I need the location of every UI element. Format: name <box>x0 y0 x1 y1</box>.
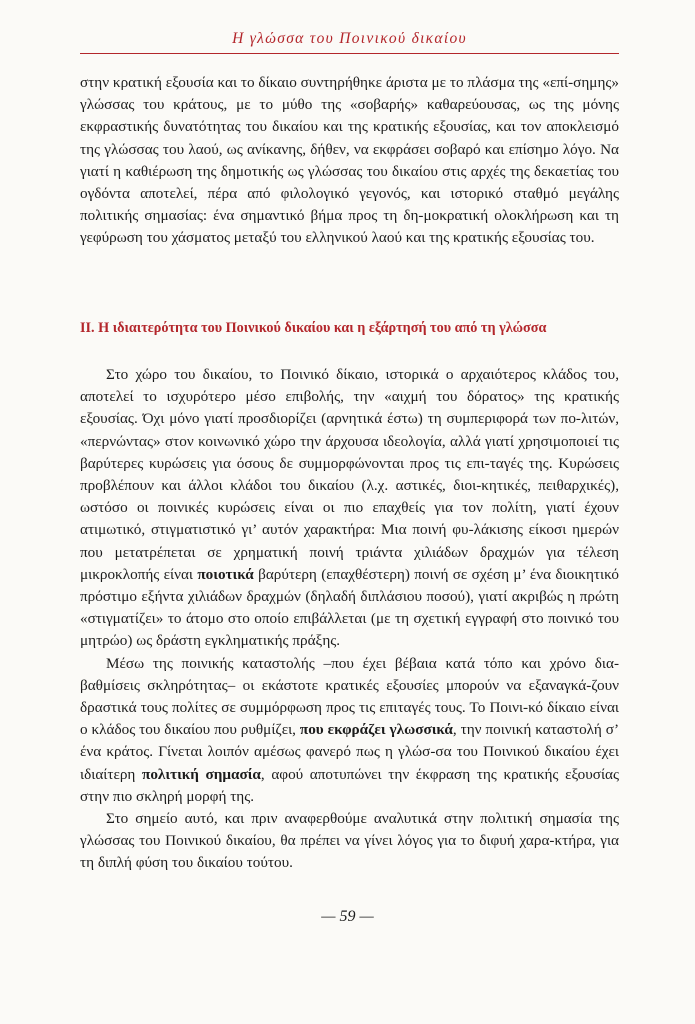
section-body <box>80 364 619 875</box>
section-paragraph-1 <box>80 364 619 653</box>
paragraph-1-text-b: βαρύτερη (επαχθέστερη) ποινή σε σχέση μ’ ένα διοικητικό πρόστιμο εξήντα χιλιάδων δραχμών (δηλαδή διπλάσιου ποσού), γιατί ακριβώς η πρώτη «στιγματίζει» το άτομο στο οποίο επιβάλλεται (με τη σχετική εγγραφή στο ποινικό του μητρώο) ως δράστη εγκληματικής πράξης. <box>80 565 619 650</box>
intro-paragraph: στην κρατική εξουσία και το δίκαιο συντηρήθηκε άριστα με το πλάσμα της «επί-σημης» γλώσσας του κράτους, με το μύθο της «σοβαρής» καθαρεύουσας, ως της μόνης εκφραστικής δυνατότητας του δικαίου και της κρατικής εξουσίας, και τον αποκλεισμό της γλώσσας του λαού, ως ανίκανης, δήθεν, να εκφράσει σοβαρό και επίσημο λόγο. Να γιατί η καθιέρωση της δημοτικής ως γλώσσας του δικαίου στις αρχές της δεκαετίας του ογδόντα αποτελεί, πέρα από φιλολογικό γεγονός, και ιστορικό σταθμό μεγάλης πολιτικής σημασίας: ένα σημαντικό βήμα προς τη δη-μοκρατική ολοκλήρωση και τη γεφύρωση του χάσματος μεταξύ του ελληνικού λαού και της κρατικής εξουσίας του. <box>80 74 619 247</box>
paragraph-2-text-c: , αφού αποτυπώνει την έκφραση της κρατικής εξουσίας στην πιο σκληρή μορφή της. <box>80 765 620 805</box>
paragraph-2-text-a: Μέσω της ποινικής καταστολής –που έχει βέβαια κατά τόπο και χρόνο δια-βαθμίσεις σκληρότητας– οι εκάστοτε κρατικές εξουσίες μπορούν να εξαναγκά-ζουν δραστικά τους πολίτες σε συμμόρφωση προς τις επιταγές τους. Το Ποινι-κό δίκαιο είναι ο κλάδος του δικαίου που ρυθμίζει, <box>80 654 619 739</box>
paragraph-2-text-b: , την ποινική καταστολή σ’ ένα κράτος. Γίνεται λοιπόν αμέσως φανερό πως η γλώσ-σα του Ποινικού δικαίου έχει ιδιαίτερη <box>80 721 619 783</box>
header-rule <box>80 53 619 54</box>
page-number: — 59 — <box>321 908 374 925</box>
paragraph-2-bold-a: που εκφράζει γλωσσικά <box>299 721 453 739</box>
paragraph-1-bold-a: ποιοτικά <box>197 565 254 583</box>
section-paragraph-2 <box>80 653 619 808</box>
section-paragraph-3: Στο σημείο αυτό, και πριν αναφερθούμε αναλυτικά στην πολιτική σημασία της γλώσσας του Ποινικού δικαίου, θα πρέπει να γίνει λόγος για το διφυή χαρα-κτήρα, για τη διπλή φύση του δικαίου τούτου. <box>80 810 619 872</box>
section-heading: ΙΙ. Η ιδιαιτερότητα του Ποινικού δικαίου και η εξάρτησή του από τη γλώσσα <box>80 320 547 336</box>
paragraph-2-bold-b: πολιτική σημασία <box>142 765 261 783</box>
paragraph-1-text-a: Στο χώρο του δικαίου, το Ποινικό δίκαιο, ιστορικά ο αρχαιότερος κλάδος του, αποτελεί το ισχυρότερο μέσο επιβολής, την «αιχμή του δόρατος» της κρατικής εξουσίας. Όχι μόνο γιατί προσδιορίζει (αρνητικά έστω) τη συμπεριφορά των πο-λιτών, «περνώντας» στον κοινωνικό χώρο την άρχουσα ιδεολογία, αλλά γιατί χρησιμοποιεί τις βαρύτερες κυρώσεις για όσους δε συμμορφώνονται προς τις επι-ταγές της. Κυρώσεις προβλέπουν και άλλοι κλάδοι του δικαίου (λ.χ. αστικές, διοι-κητικές, πειθαρχικές), ωστόσο οι ποινικές κυρώσεις είναι οι πιο επαχθείς για τον πολίτη, γιατί έχουν ατιμωτικό, στιγματιστικό γι’ αυτόν χαρακτήρα: Μια ποινή φυ-λάκισης είκοσι ημερών που μετατρέπεται σε χρηματική ποινή τριάντα χιλιάδων δραχμών για τέλεση μικροκλοπής είναι <box>80 366 619 583</box>
intro-paragraph-block <box>80 72 619 250</box>
running-head-title: Η γλώσσα του Ποινικού δικαίου <box>232 30 467 47</box>
